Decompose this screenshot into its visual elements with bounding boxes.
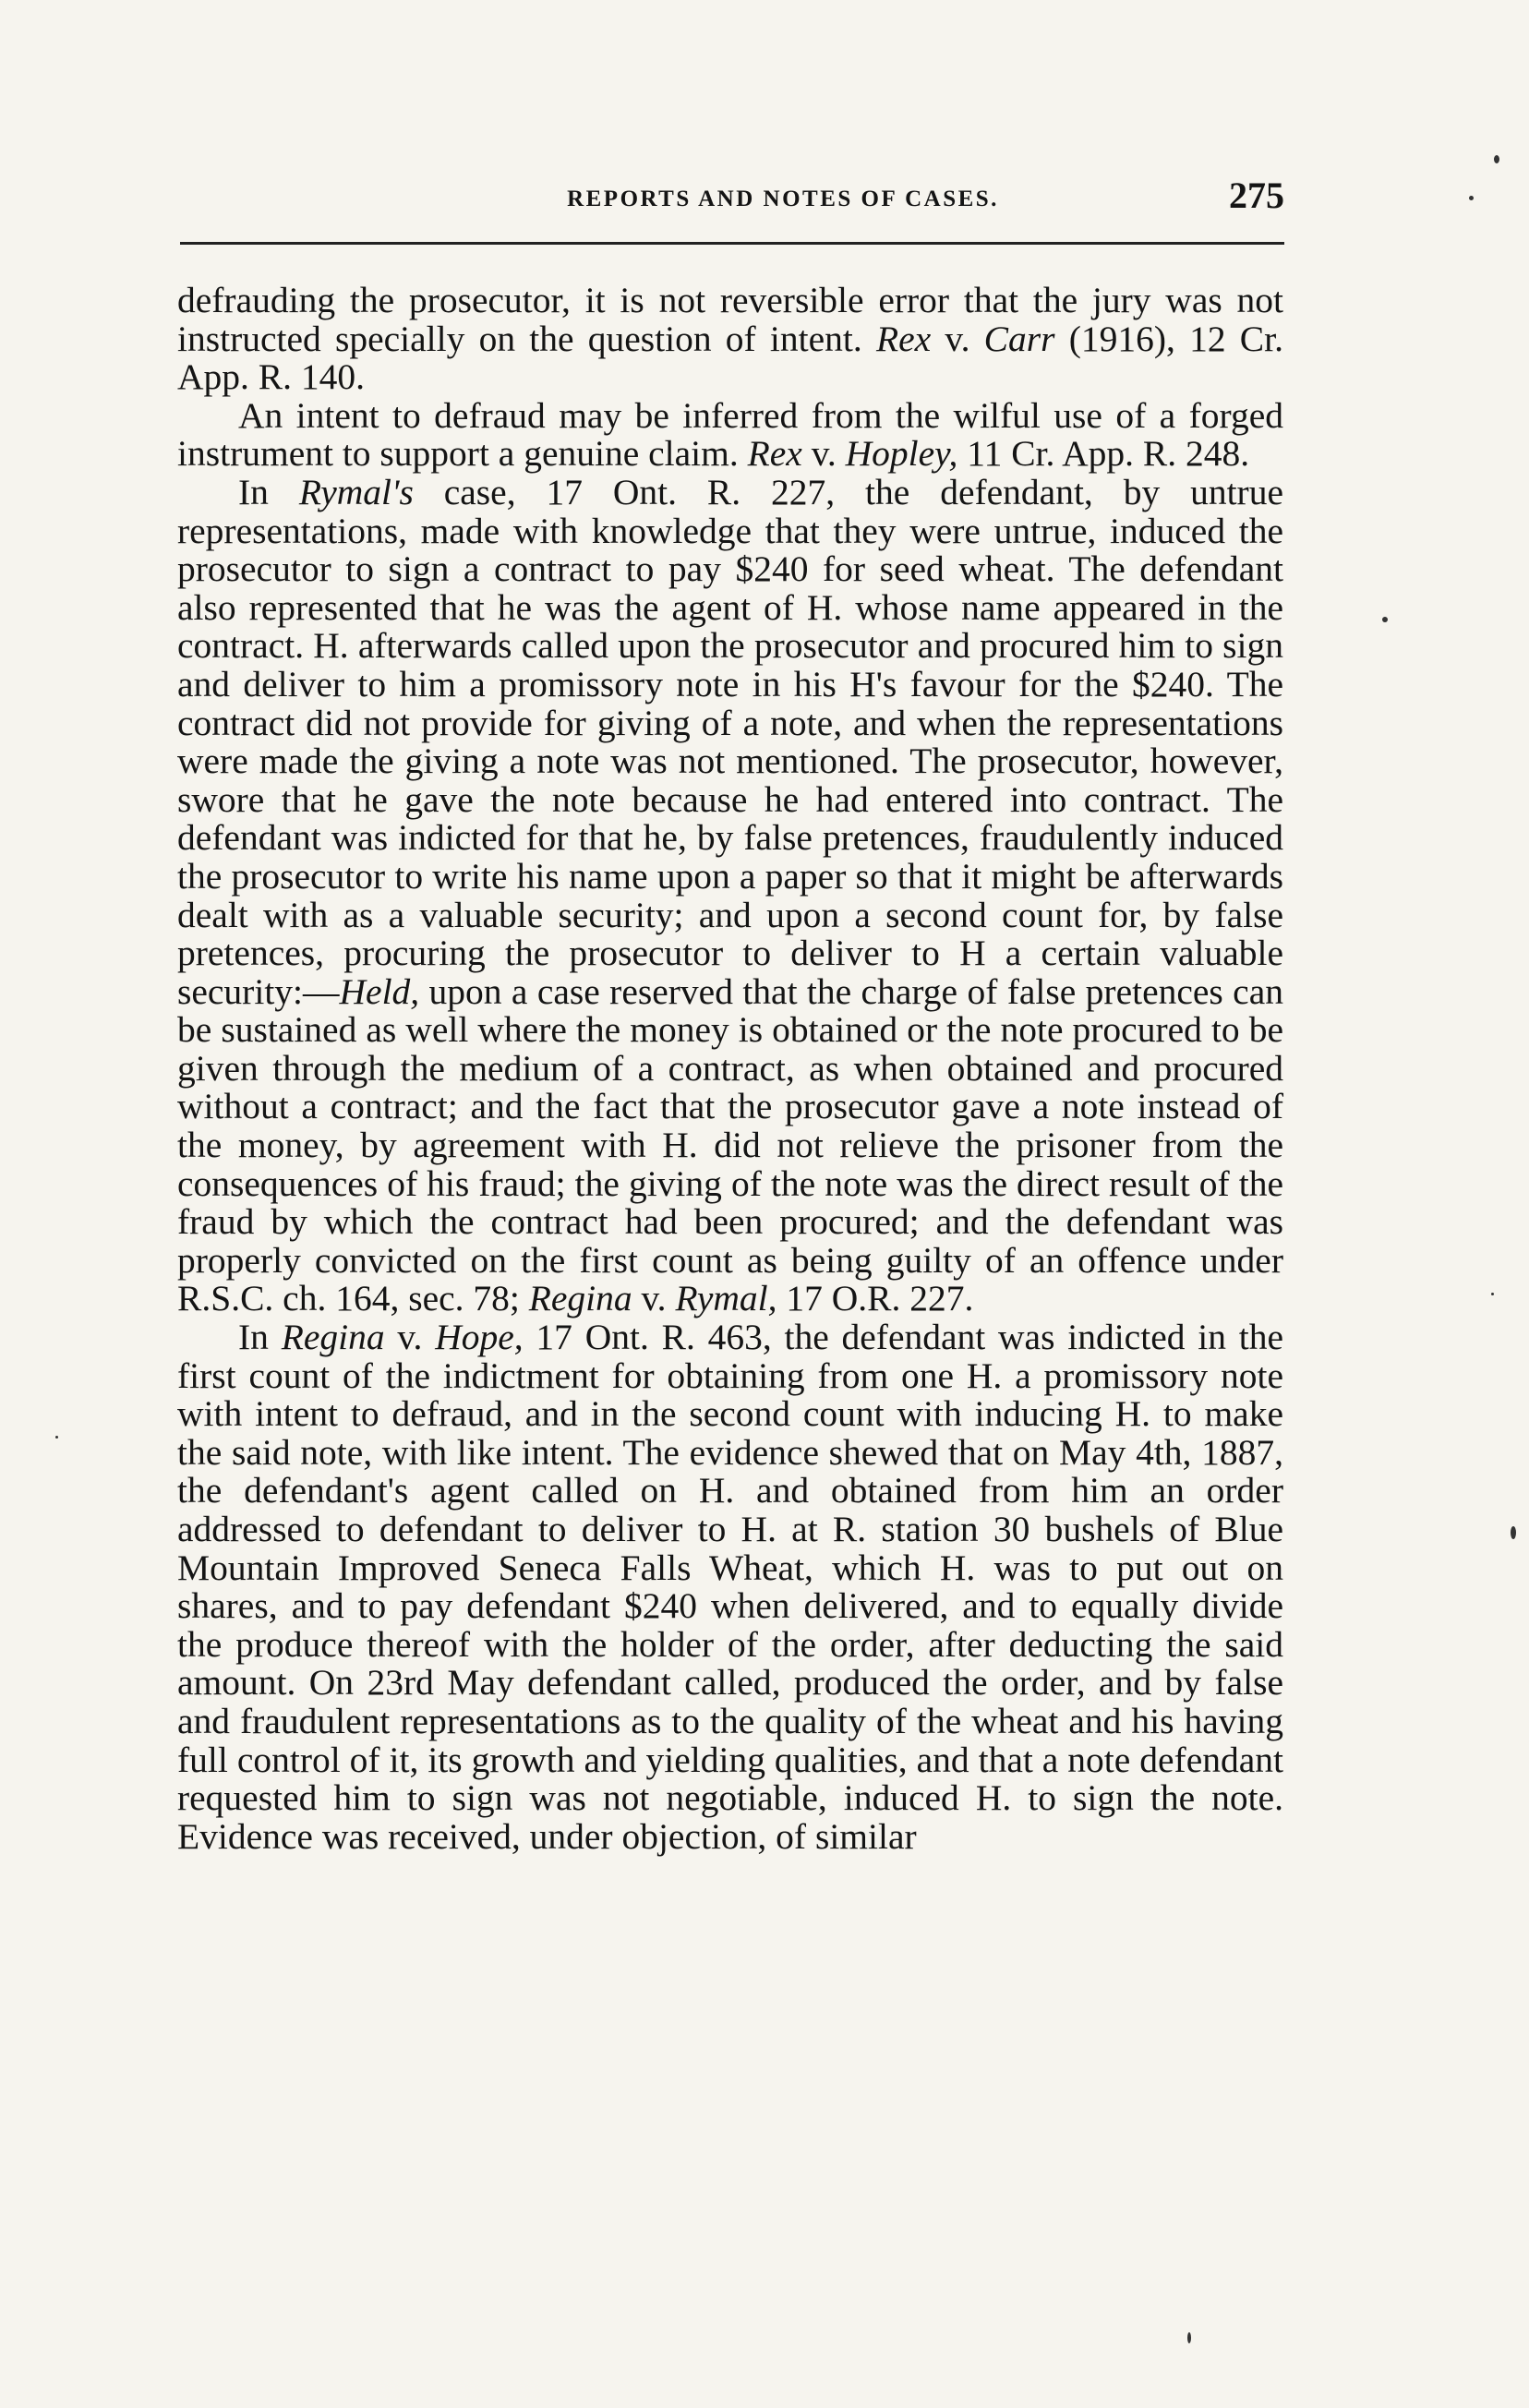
case-name: Hopley, — [845, 433, 958, 475]
case-name: Hope, — [435, 1317, 524, 1358]
scan-speck — [1491, 1293, 1494, 1295]
paragraph-3: In Rymal's case, 17 Ont. R. 227, the defendant, by untrue representations, made with knowledge that they were untrue, induced the prosecutor to sign a contract to pay $240 for seed wheat. The defendant also represented that he was the agent of H. whose name appeared in the contract. H. afterwards called upon the prosecutor and procured him to sign and deliver to him a promissory note in his H's favour for the $240. The contract did not provide for giving of a note, and when the representations were made the giving a note was not mentioned. The prosecutor, however, swore that he gave the note because he had entered into contract. The defendant was indicted for that he, by false pretences, fraudulently induced the prosecutor to write his name upon a paper so that it might be afterwards dealt with as a valuable security; and upon a second count for, by false pretences, procuring the prosecutor to deliver to H a certain valuable security:—Held, upon a case reserved that the charge of false pretences can be sustained as well where the money is obtained or the note procured to be given through the medium of a contract, as when obtained and procured without a contract; and the fact that the prosecutor gave a note instead of the money, by agreement with H. did not relieve the prisoner from the consequences of his fraud; the giving of the note was the direct result of the fraud by which the contract had been procured; and the defendant was properly convicted on the first count as being guilty of an offence under R.S.C. ch. 164, sec. 78; Regina v. Rymal, 17 O.R. 227. — [177, 471, 1283, 1319]
running-head: REPORTS AND NOTES OF CASES. — [567, 187, 999, 211]
body-text — [177, 282, 1283, 1856]
paragraph-1: defrauding the prosecutor, it is not reversible error that the jury was not instructed specially on the question of intent. Rex v. Carr (1916), 12 Cr. App. R. 140. — [177, 280, 1284, 398]
scan-speck — [55, 1436, 58, 1439]
scan-speck — [1469, 196, 1474, 200]
header-rule — [180, 242, 1284, 245]
case-name: Rymal, — [675, 1278, 777, 1319]
case-name: Rymal's — [298, 471, 414, 512]
case-name: Regina — [528, 1278, 632, 1319]
scan-speck — [1494, 155, 1499, 163]
case-name: Rex — [747, 433, 802, 475]
case-name: Carr — [983, 318, 1055, 359]
page-number: 275 — [1229, 175, 1284, 216]
scan-speck — [1187, 2332, 1191, 2343]
scan-speck — [1511, 1526, 1516, 1539]
paragraph-4: In Regina v. Hope, 17 Ont. R. 463, the defendant was indicted in the first count of the indictment for obtaining from one H. a promissory note with intent to defraud, and in the second count with inducing H. to make the said note, with like intent. The evidence shewed that on May 4th, 1887, the defendant's agent called on H. and obtained from him an order addressed to defendant to deliver to H. at R. station 30 bushels of Blue Mountain Improved Seneca Falls Wheat, which H. was to put out on shares, and to pay defendant $240 when delivered, and to equally divide the produce thereof with the holder of the order, after deducting the said amount. On 23rd May defendant called, produced the order, and by false and fraudulent representations as to the quality of the wheat and his having full control of it, its growth and yielding qualities, and that a note defendant requested him to sign was not negotiable, induced H. to sign the note. Evidence was received, under objection, of similar — [177, 1317, 1284, 1857]
held-label: Held, — [339, 970, 420, 1012]
page-header — [180, 174, 1284, 238]
case-name: Rex — [875, 318, 932, 359]
paragraph-2: An intent to defraud may be inferred from the wilful use of a forged instrument to support a genuine claim. Rex v. Hopley, 11 Cr. App. R. 248. — [177, 394, 1283, 475]
case-name: Regina — [281, 1317, 385, 1358]
scan-speck — [1382, 617, 1388, 622]
